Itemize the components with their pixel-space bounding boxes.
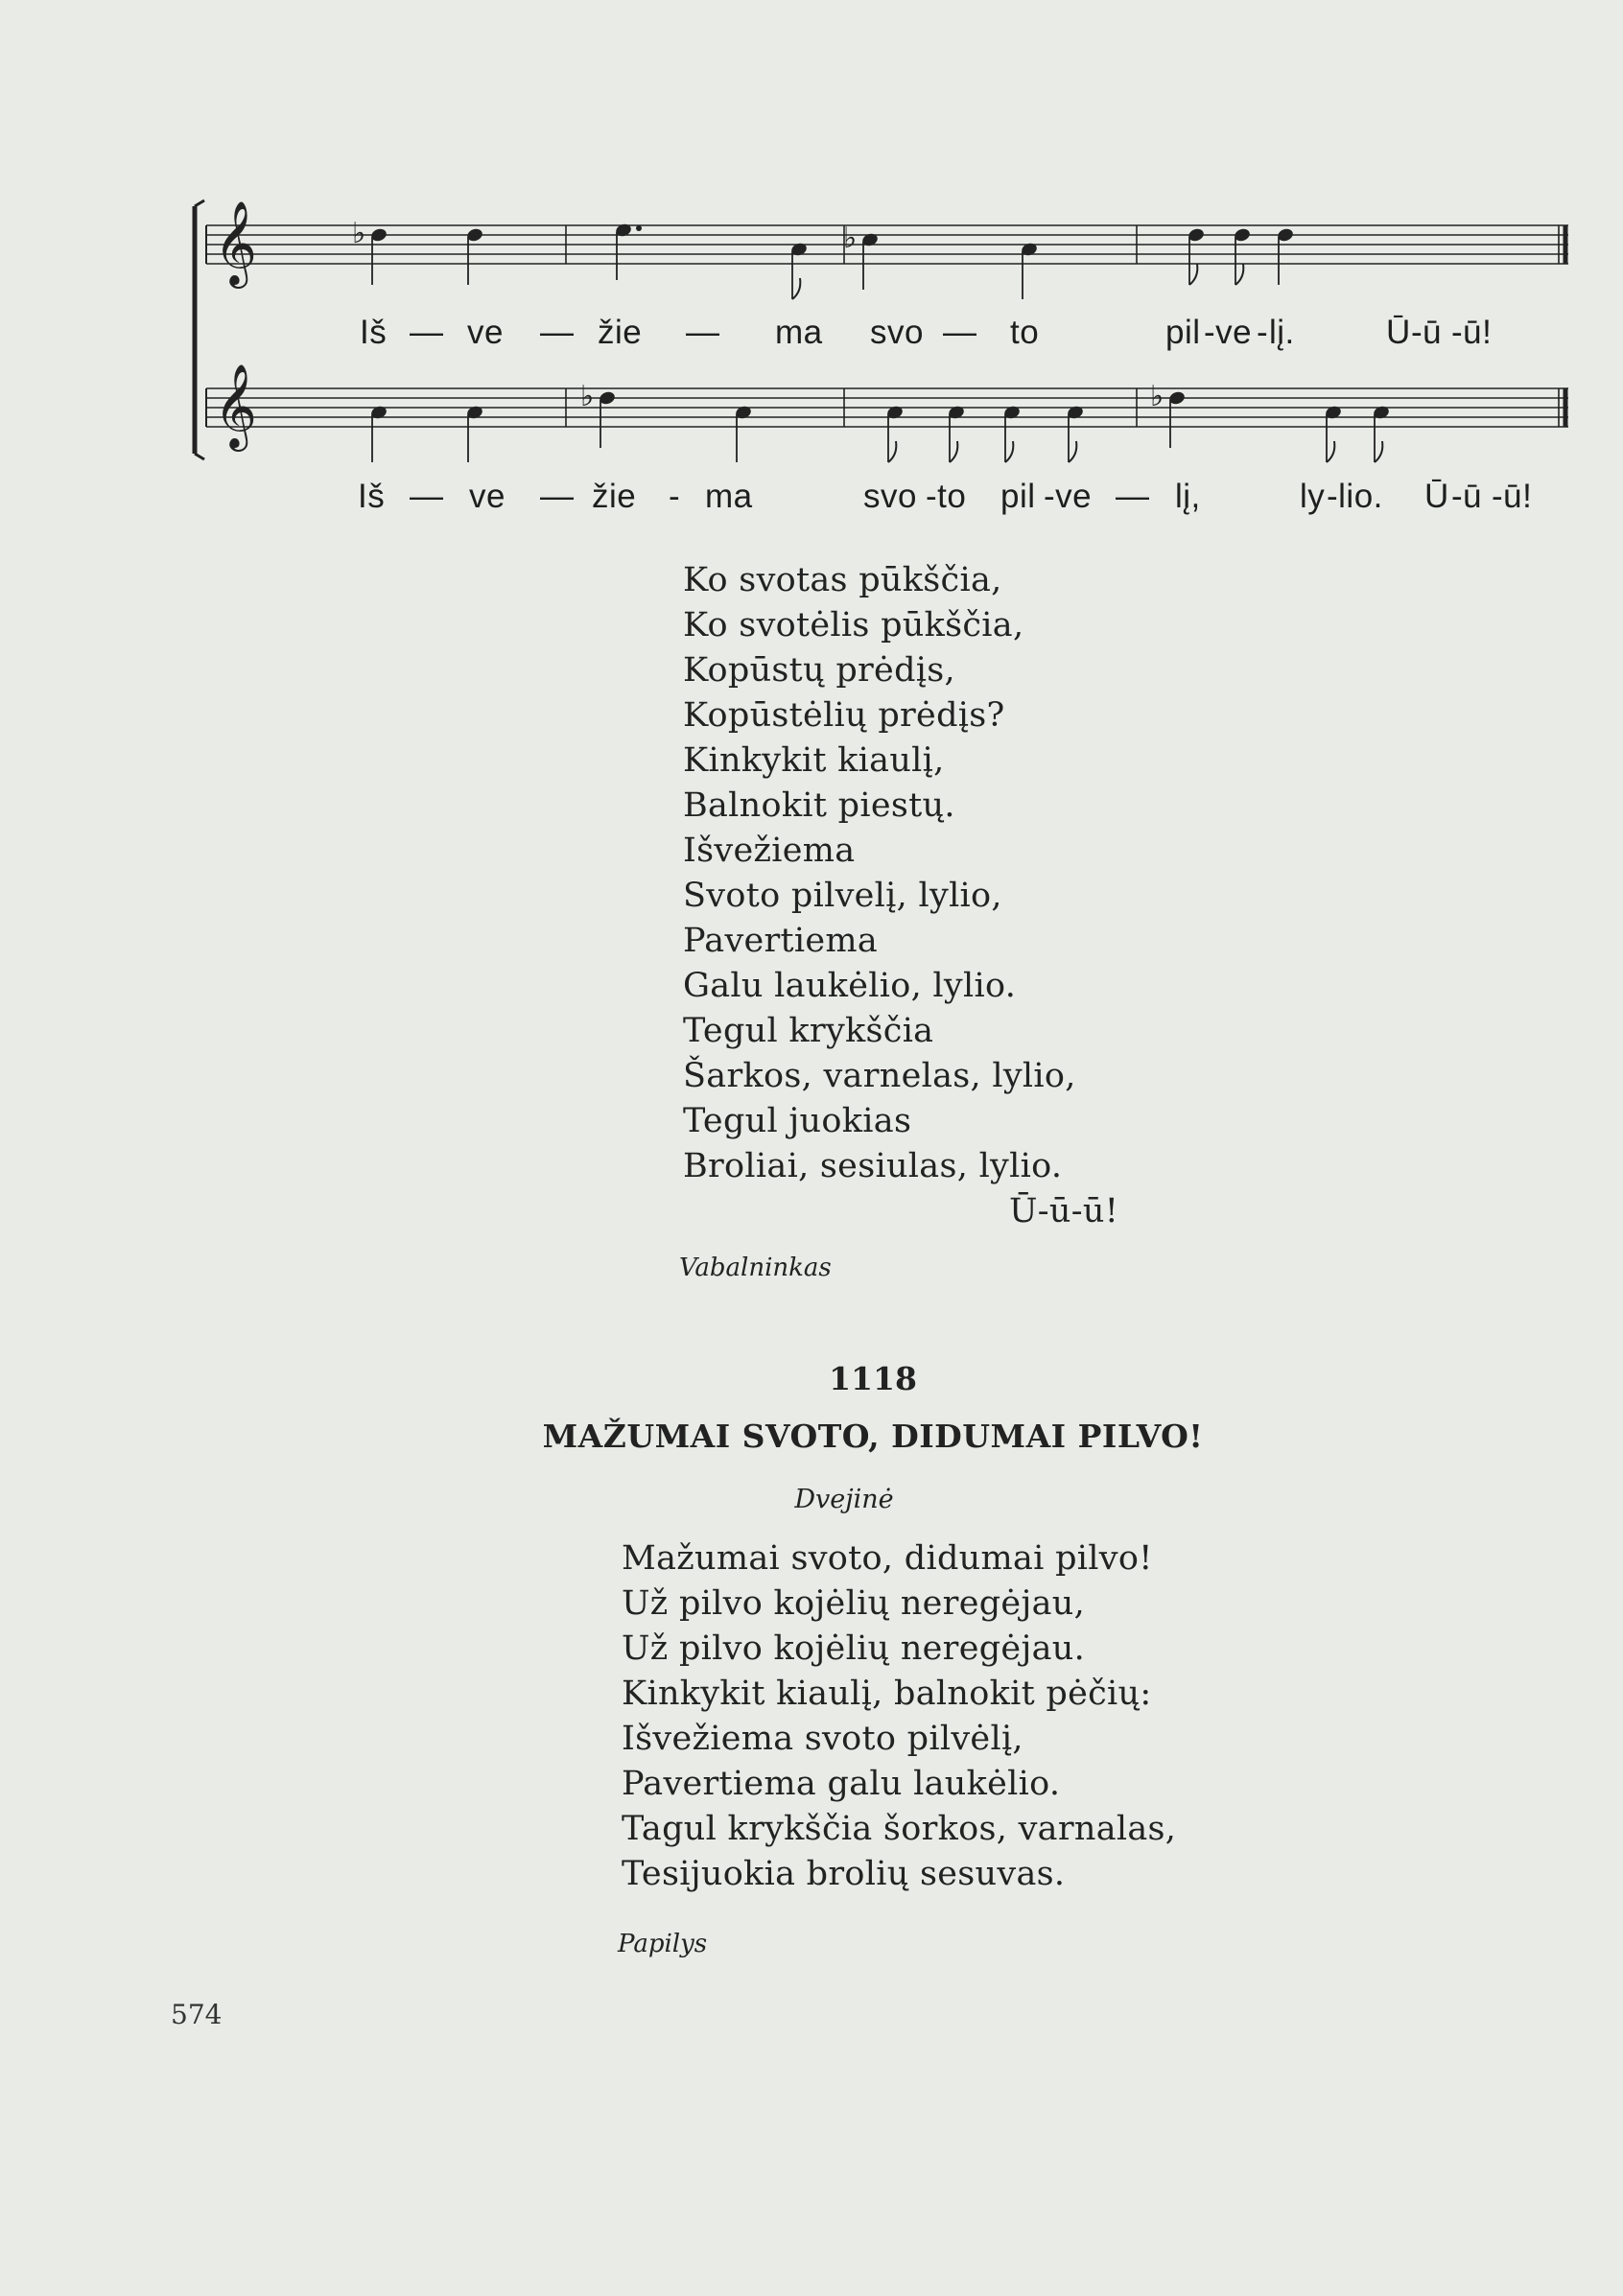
- verse-line: Šarkos, varnelas, lylio,: [683, 1057, 1076, 1095]
- note-flag: [1235, 264, 1243, 285]
- verse-line: Išvežiema svoto pilvėlį,: [622, 1720, 1023, 1758]
- song-1118-verses: [622, 1536, 1176, 1897]
- treble-clef-icon: 𝄞: [214, 199, 257, 285]
- upper-lyric-13: -: [1257, 314, 1269, 351]
- lower-lyric-11: -ve: [1044, 478, 1093, 515]
- lower-lyric-18: -ū!: [1492, 478, 1533, 515]
- verse-line: Kinkykit kiaulį, balnokit pėčių:: [622, 1675, 1152, 1713]
- augmentation-dot: [636, 225, 642, 231]
- lower-lyric-8: svo: [863, 478, 917, 515]
- lower-lyric-15: -lio.: [1327, 478, 1383, 515]
- upper-lyric-8: svo: [870, 314, 924, 351]
- song-number: 1118: [829, 1360, 917, 1397]
- lower-lyric-1: Iš: [358, 478, 386, 515]
- lower-lyric-3: ve: [469, 478, 506, 515]
- place-of-recording-1118: Papilys: [618, 1930, 708, 1958]
- verse-line: Galu laukėlio, lylio.: [683, 967, 1017, 1005]
- place-of-recording-1117: Vabalninkas: [679, 1253, 832, 1282]
- bracket-bottom-hook: [195, 454, 204, 459]
- lower-lyric-12: —: [1116, 478, 1150, 515]
- note-flag: [1375, 441, 1382, 462]
- song-subtitle: Dvejinė: [794, 1485, 894, 1514]
- verse-line: Kinkykit kiaulį,: [683, 741, 945, 780]
- flat-sign-icon: ♭: [352, 217, 366, 250]
- lower-lyric-9: -to: [926, 478, 967, 515]
- verse-line: Broliai, sesiulas, lylio.: [683, 1147, 1063, 1185]
- bracket-top-hook: [195, 200, 204, 206]
- note-flag: [1189, 264, 1197, 285]
- upper-lyric-1: Iš: [360, 314, 388, 351]
- verse-line: Pavertiema galu laukėlio.: [622, 1765, 1061, 1803]
- verse-line: Kopūstų prėdįs,: [683, 651, 955, 690]
- music-score: [187, 187, 1578, 523]
- note-flag: [1327, 441, 1334, 462]
- verse-line: Ko svotėlis pūkščia,: [683, 606, 1024, 644]
- song-1117-verses: [683, 558, 1118, 1234]
- verse-line: Tesijuokia brolių sesuvas.: [622, 1855, 1066, 1893]
- lower-lyric-7: ma: [705, 478, 753, 515]
- treble-clef-icon: 𝄞: [214, 363, 257, 448]
- upper-lyric-14: lį.: [1269, 314, 1295, 351]
- lower-lyric-10: pil: [1000, 478, 1036, 515]
- lower-lyric-13: lį,: [1175, 478, 1201, 515]
- verse-line: Balnokit piestų.: [683, 786, 955, 825]
- note-flag: [1069, 441, 1076, 462]
- verse-line: Mažumai svoto, didumai pilvo!: [622, 1539, 1153, 1578]
- upper-lyric-2: —: [410, 314, 444, 351]
- upper-lyric-6: —: [686, 314, 720, 351]
- verse-line: Kopūstėlių prėdįs?: [683, 696, 1005, 735]
- note-flag: [792, 278, 800, 299]
- lower-lyric-4: —: [540, 478, 575, 515]
- upper-lyric-12: -ve: [1204, 314, 1253, 351]
- verse-line: Už pilvo kojėlių neregėjau.: [622, 1629, 1086, 1668]
- upper-lyric-10: to: [1010, 314, 1040, 351]
- upper-lyric-5: žie: [598, 314, 643, 351]
- lower-lyric-16: Ū: [1424, 478, 1449, 515]
- lower-lyric-6: -: [669, 478, 681, 515]
- staff-notation: [187, 187, 1578, 523]
- note-flag: [888, 441, 896, 462]
- song-title: MAŽUMAI SVOTO, DIDUMAI PILVO!: [542, 1417, 1204, 1455]
- upper-lyric-15: Ū: [1386, 314, 1411, 351]
- verse-line: Svoto pilvelį, lylio,: [683, 877, 1002, 915]
- flat-sign-icon: ♭: [580, 380, 595, 413]
- verse-line: Tegul krykščia: [683, 1012, 934, 1050]
- page-number: 574: [171, 1999, 223, 2030]
- upper-lyric-7: ma: [775, 314, 823, 351]
- verse-line: Išvežiema: [683, 832, 856, 870]
- lower-lyric-14: ly: [1300, 478, 1326, 515]
- upper-lyric-9: —: [943, 314, 977, 351]
- lower-lyric-5: žie: [592, 478, 637, 515]
- verse-line: Tegul juokias: [683, 1102, 912, 1140]
- verse-line: Tagul krykščia šorkos, varnalas,: [622, 1810, 1177, 1848]
- verse-line: Už pilvo kojėlių neregėjau,: [622, 1584, 1086, 1623]
- verse-line: Ko svotas pūkščia,: [683, 561, 1002, 599]
- lower-lyric-17: -ū: [1451, 478, 1483, 515]
- upper-lyric-17: -ū!: [1451, 314, 1493, 351]
- flat-sign-icon: ♭: [843, 222, 858, 255]
- upper-lyric-4: —: [540, 314, 575, 351]
- flat-sign-icon: ♭: [1150, 380, 1164, 413]
- note-flag: [1005, 441, 1013, 462]
- closing-refrain: Ū-ū-ū!: [1009, 1192, 1119, 1230]
- upper-lyric-11: pil: [1165, 314, 1201, 351]
- verse-line: Pavertiema: [683, 922, 879, 960]
- lower-lyric-2: —: [410, 478, 444, 515]
- note-flag: [950, 441, 957, 462]
- upper-lyric-16: -ū: [1411, 314, 1443, 351]
- upper-lyric-3: ve: [467, 314, 504, 351]
